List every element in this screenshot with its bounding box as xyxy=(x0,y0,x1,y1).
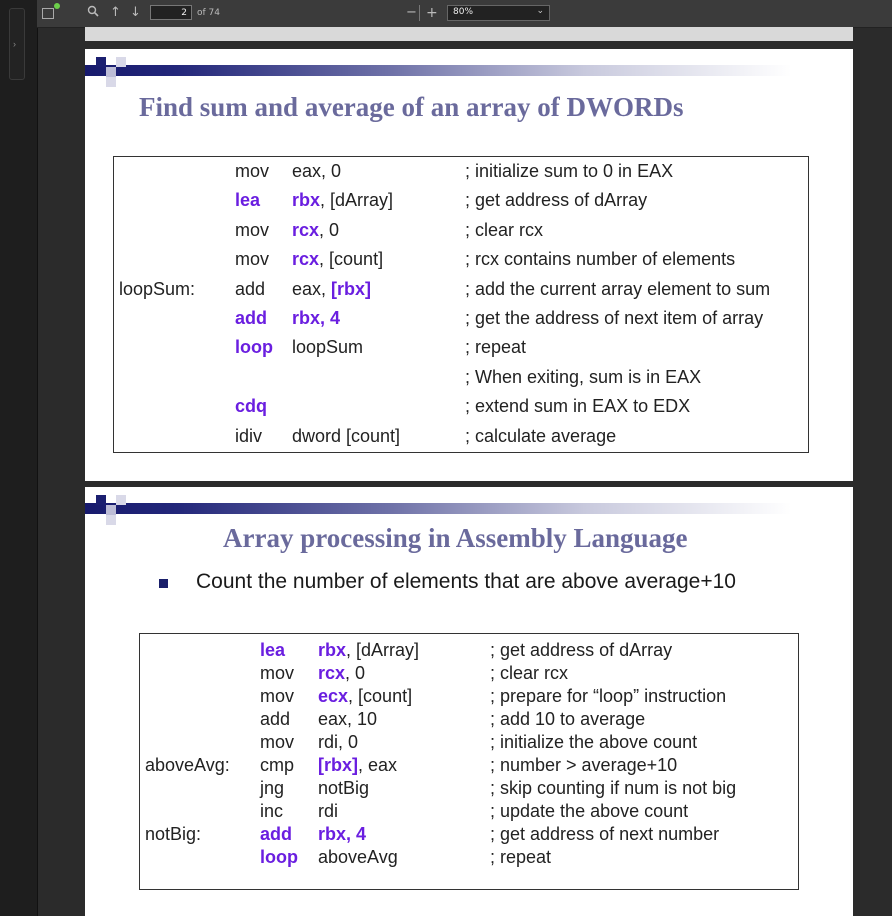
code-line xyxy=(140,732,798,755)
decor-square xyxy=(116,57,126,67)
code-comment: ; clear rcx xyxy=(465,219,544,240)
code-operand-part: rcx xyxy=(318,663,346,683)
code-operand-part: rdi, 0 xyxy=(318,732,359,752)
code-operand-part: [rbx] xyxy=(331,278,372,299)
code-opcode: add xyxy=(260,709,291,729)
code-operand-part: , 0 xyxy=(345,663,366,683)
slide-page-2 xyxy=(85,487,853,916)
notification-dot xyxy=(54,3,60,9)
code-listing xyxy=(113,156,809,453)
code-comment: ; get address of dArray xyxy=(465,190,648,211)
code-comment: ; extend sum in EAX to EDX xyxy=(465,396,691,417)
code-operands xyxy=(318,663,365,684)
code-operand-part: eax, 10 xyxy=(318,709,378,729)
code-comment: ; get address of dArray xyxy=(490,640,673,660)
code-operand-part: rbx xyxy=(318,640,347,660)
thumbnails-icon xyxy=(42,8,54,19)
code-line xyxy=(140,663,798,686)
decor-square xyxy=(116,495,126,505)
code-operands xyxy=(318,640,419,661)
code-operand-part: ecx xyxy=(318,686,349,706)
code-operands xyxy=(318,778,369,799)
left-sidebar xyxy=(0,0,38,916)
zoom-in-button[interactable]: + xyxy=(426,5,438,21)
next-page-button[interactable]: ↓ xyxy=(130,5,141,20)
code-line xyxy=(114,249,808,278)
page-number-input[interactable] xyxy=(150,5,192,20)
code-operand-part: , [dArray] xyxy=(320,190,394,211)
slide-title: Find sum and average of an array of DWORDs xyxy=(139,92,684,122)
decor-square xyxy=(96,495,106,505)
code-operands xyxy=(292,161,341,182)
code-line xyxy=(140,755,798,778)
decor-square xyxy=(106,515,116,525)
code-line xyxy=(140,686,798,709)
code-operand-part: , eax xyxy=(358,755,398,775)
code-line xyxy=(114,308,808,337)
code-line xyxy=(140,801,798,824)
code-opcode: jng xyxy=(260,778,285,798)
code-operand-part: rcx xyxy=(292,249,320,270)
code-operands xyxy=(318,686,412,707)
code-opcode: loop xyxy=(260,847,298,867)
code-operand-part: notBig xyxy=(318,778,370,798)
code-comment: ; number > average+10 xyxy=(490,755,678,775)
code-operands xyxy=(318,732,358,753)
previous-page-button[interactable]: ↑ xyxy=(110,5,121,20)
header-gradient-bar xyxy=(85,503,853,514)
pdf-toolbar xyxy=(37,0,892,28)
code-opcode: cdq xyxy=(235,396,268,417)
code-listing xyxy=(139,633,799,890)
code-operands xyxy=(318,847,398,868)
search-icon[interactable] xyxy=(87,5,99,21)
code-operand-part: rbx, 4 xyxy=(318,824,367,844)
code-opcode: add xyxy=(260,824,293,844)
code-comment: ; get the address of next item of array xyxy=(465,308,764,328)
code-operand-part: eax, xyxy=(292,278,332,299)
code-operand-part: rdi xyxy=(318,801,339,821)
code-operand-part: dword [count] xyxy=(292,425,401,446)
code-comment: ; prepare for “loop” instruction xyxy=(490,686,727,706)
code-line xyxy=(140,824,798,847)
code-line xyxy=(114,396,808,425)
code-operand-part: rbx, 4 xyxy=(292,308,341,328)
code-opcode: mov xyxy=(260,663,295,683)
code-operands xyxy=(292,426,400,447)
zoom-select[interactable] xyxy=(447,5,550,21)
code-operand-part: rbx xyxy=(292,190,321,211)
code-opcode: mov xyxy=(235,161,270,181)
code-operands xyxy=(292,249,383,270)
decor-square xyxy=(106,67,116,77)
bullet-text: Count the number of elements that are above average+10 xyxy=(196,570,736,593)
code-comment: ; clear rcx xyxy=(490,663,569,683)
code-comment: ; initialize sum to 0 in EAX xyxy=(465,161,674,181)
code-operands xyxy=(318,824,366,845)
code-comment: ; When exiting, sum is in EAX xyxy=(465,366,702,387)
chevron-right-icon: › xyxy=(13,39,16,49)
code-operands xyxy=(292,220,339,241)
code-comment: ; repeat xyxy=(465,337,527,358)
code-label: aboveAvg: xyxy=(145,755,230,775)
code-line xyxy=(114,279,808,308)
code-operands xyxy=(292,279,371,300)
code-comment: ; get address of next number xyxy=(490,824,720,844)
code-operand-part: , [dArray] xyxy=(346,640,420,660)
code-operand-part: aboveAvg xyxy=(318,847,398,867)
code-opcode: add xyxy=(235,308,268,328)
chevron-down-icon: ⌄ xyxy=(536,6,544,16)
header-gradient-bar xyxy=(85,65,853,76)
code-label: loopSum: xyxy=(119,278,196,299)
code-opcode: add xyxy=(235,278,266,299)
code-line xyxy=(114,426,808,455)
code-label: notBig: xyxy=(145,824,202,844)
slide-page-1 xyxy=(85,49,853,481)
code-comment: ; rcx contains number of elements xyxy=(465,249,736,270)
code-operands xyxy=(318,801,338,822)
code-line xyxy=(114,337,808,366)
code-comment: ; skip counting if num is not big xyxy=(490,778,737,798)
code-comment: ; update the above count xyxy=(490,801,689,821)
page-total-label: of 74 xyxy=(197,8,220,18)
code-operands xyxy=(292,308,340,329)
zoom-out-button[interactable]: − xyxy=(406,5,417,20)
code-comment: ; add the current array element to sum xyxy=(465,278,771,299)
code-operand-part: rcx xyxy=(292,219,320,240)
sidebar-toggle-button[interactable] xyxy=(9,8,25,80)
code-comment: ; add 10 to average xyxy=(490,709,646,729)
code-opcode: mov xyxy=(235,249,270,270)
code-operands xyxy=(318,709,377,730)
code-opcode: inc xyxy=(260,801,284,821)
slide-title: Array processing in Assembly Language xyxy=(223,523,688,553)
decor-square xyxy=(106,505,116,515)
code-line xyxy=(140,847,798,870)
code-comment: ; calculate average xyxy=(465,425,617,446)
thumbnails-button[interactable] xyxy=(42,5,56,21)
code-opcode: loop xyxy=(235,337,273,358)
code-operands xyxy=(292,190,393,211)
code-line xyxy=(114,190,808,219)
code-line xyxy=(140,778,798,801)
code-operand-part: , [count] xyxy=(319,249,384,270)
zoom-value: 80% xyxy=(453,7,474,17)
code-opcode: cmp xyxy=(260,755,295,775)
code-line xyxy=(114,161,808,190)
code-comment: ; initialize the above count xyxy=(490,732,698,752)
code-operands xyxy=(292,337,363,358)
code-opcode: idiv xyxy=(235,425,263,446)
code-opcode: mov xyxy=(260,732,295,752)
decor-square xyxy=(106,77,116,87)
code-operands xyxy=(318,755,397,776)
code-operand-part: loopSum xyxy=(292,337,364,358)
code-line xyxy=(140,640,798,663)
decor-square xyxy=(96,57,106,67)
code-line xyxy=(114,220,808,249)
code-opcode: lea xyxy=(260,640,286,660)
code-operand-part: , [count] xyxy=(348,686,413,706)
code-line xyxy=(114,367,808,396)
bullet-square-icon xyxy=(159,579,168,588)
code-line xyxy=(140,709,798,732)
code-operand-part: eax, 0 xyxy=(292,161,342,181)
code-opcode: mov xyxy=(260,686,295,706)
code-comment: ; repeat xyxy=(490,847,552,867)
code-opcode: mov xyxy=(235,219,270,240)
code-operand-part: , 0 xyxy=(319,219,340,240)
code-operand-part: [rbx] xyxy=(318,755,358,775)
previous-page-edge xyxy=(85,27,853,41)
toolbar-divider xyxy=(419,5,420,21)
code-opcode: lea xyxy=(235,190,261,211)
